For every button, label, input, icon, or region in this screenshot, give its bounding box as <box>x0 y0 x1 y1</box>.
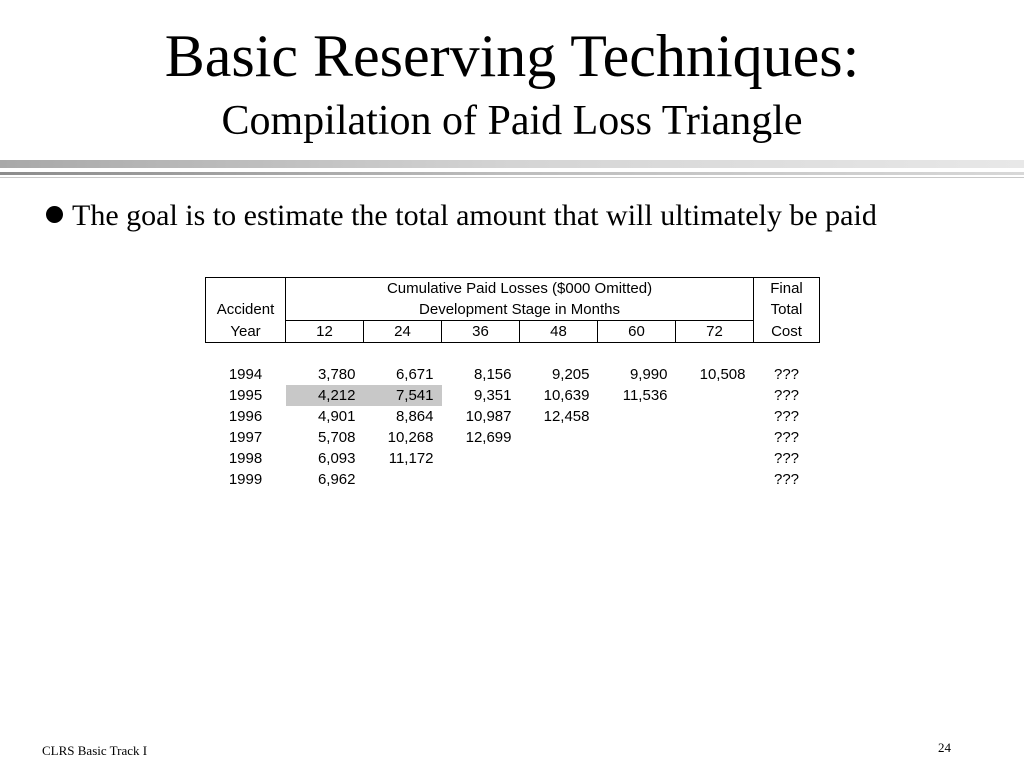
dev-col-header: 12 <box>286 321 364 343</box>
loss-value-cell <box>520 427 598 448</box>
loss-value-cell: 6,093 <box>317 450 356 467</box>
footer-course-label: CLRS Basic Track I <box>42 743 148 758</box>
title-divider-thin <box>0 177 1024 178</box>
title-divider-thick <box>0 160 1024 168</box>
bullet-dot-icon <box>46 206 63 223</box>
header-final-3: Cost <box>754 321 820 343</box>
loss-value-cell: 7,541 <box>364 385 442 406</box>
loss-value-cell: 5,708 <box>317 429 356 446</box>
final-cost-cell: ??? <box>773 471 800 488</box>
table-row <box>206 469 820 490</box>
table-row <box>206 427 820 448</box>
table-row <box>206 406 820 427</box>
header-year: Year <box>206 321 286 343</box>
loss-value-cell: 9,351 <box>473 387 512 404</box>
header-final-2: Total <box>754 299 820 321</box>
header-final-1: Final <box>754 278 820 300</box>
loss-value-cell: 8,864 <box>395 408 434 425</box>
paid-loss-triangle <box>205 277 820 490</box>
table-row <box>206 364 820 385</box>
header-subgroup-label: Development Stage in Months <box>286 299 754 321</box>
loss-value-cell <box>520 469 598 490</box>
loss-value-cell <box>676 448 754 469</box>
header-blank <box>206 278 286 300</box>
loss-value-cell <box>598 406 676 427</box>
bullet-text: The goal is to estimate the total amount that will ultimately be paid <box>72 199 877 232</box>
loss-value-cell: 6,671 <box>395 366 434 383</box>
loss-value-cell: 9,205 <box>551 366 590 383</box>
loss-value-cell: 3,780 <box>317 366 356 383</box>
dev-col-header: 48 <box>520 321 598 343</box>
loss-value-cell: 4,212 <box>286 385 364 406</box>
accident-year-cell: 1994 <box>228 366 263 383</box>
title-divider-medium <box>0 172 1024 175</box>
loss-value-cell: 11,536 <box>622 387 668 404</box>
bullet-point <box>46 196 877 236</box>
loss-value-cell: 10,987 <box>465 408 512 425</box>
dev-col-header: 72 <box>676 321 754 343</box>
accident-year-cell: 1999 <box>228 471 263 488</box>
loss-value-cell <box>676 427 754 448</box>
loss-value-cell: 12,458 <box>543 408 590 425</box>
accident-year-cell: 1998 <box>228 450 263 467</box>
accident-year-cell: 1997 <box>228 429 263 446</box>
loss-value-cell <box>442 469 520 490</box>
page-number: 24 <box>938 740 951 755</box>
loss-value-cell: 12,699 <box>465 429 512 446</box>
data-rows <box>206 364 820 490</box>
loss-value-cell <box>598 469 676 490</box>
loss-value-cell: 10,639 <box>543 387 590 404</box>
loss-value-cell: 10,508 <box>699 366 746 383</box>
final-cost-cell: ??? <box>773 408 800 425</box>
loss-value-cell <box>598 427 676 448</box>
spacer-row <box>206 343 820 365</box>
slide-subtitle: Compilation of Paid Loss Triangle <box>221 98 803 144</box>
triangle-table <box>205 277 820 490</box>
dev-col-header: 60 <box>598 321 676 343</box>
final-cost-cell: ??? <box>773 450 800 467</box>
table-row <box>206 385 820 406</box>
final-cost-cell: ??? <box>773 387 800 404</box>
header-accident: Accident <box>206 299 286 321</box>
accident-year-cell: 1996 <box>228 408 263 425</box>
header-group-label: Cumulative Paid Losses ($000 Omitted) <box>286 278 754 300</box>
loss-value-cell <box>364 469 442 490</box>
loss-value-cell: 8,156 <box>473 366 512 383</box>
accident-year-cell: 1995 <box>228 387 263 404</box>
loss-value-cell: 11,172 <box>388 450 434 467</box>
final-cost-cell: ??? <box>773 366 800 383</box>
slide-title: Basic Reserving Techniques: <box>164 23 860 89</box>
loss-value-cell: 9,990 <box>629 366 668 383</box>
table-row <box>206 448 820 469</box>
loss-value-cell: 10,268 <box>387 429 434 446</box>
loss-value-cell: 6,962 <box>317 471 356 488</box>
loss-value-cell <box>520 448 598 469</box>
final-cost-cell: ??? <box>773 429 800 446</box>
loss-value-cell: 4,901 <box>317 408 356 425</box>
loss-value-cell <box>442 448 520 469</box>
loss-value-cell <box>598 448 676 469</box>
loss-value-cell <box>676 469 754 490</box>
dev-col-header: 36 <box>442 321 520 343</box>
loss-value-cell <box>676 385 754 406</box>
loss-value-cell <box>676 406 754 427</box>
dev-col-header: 24 <box>364 321 442 343</box>
